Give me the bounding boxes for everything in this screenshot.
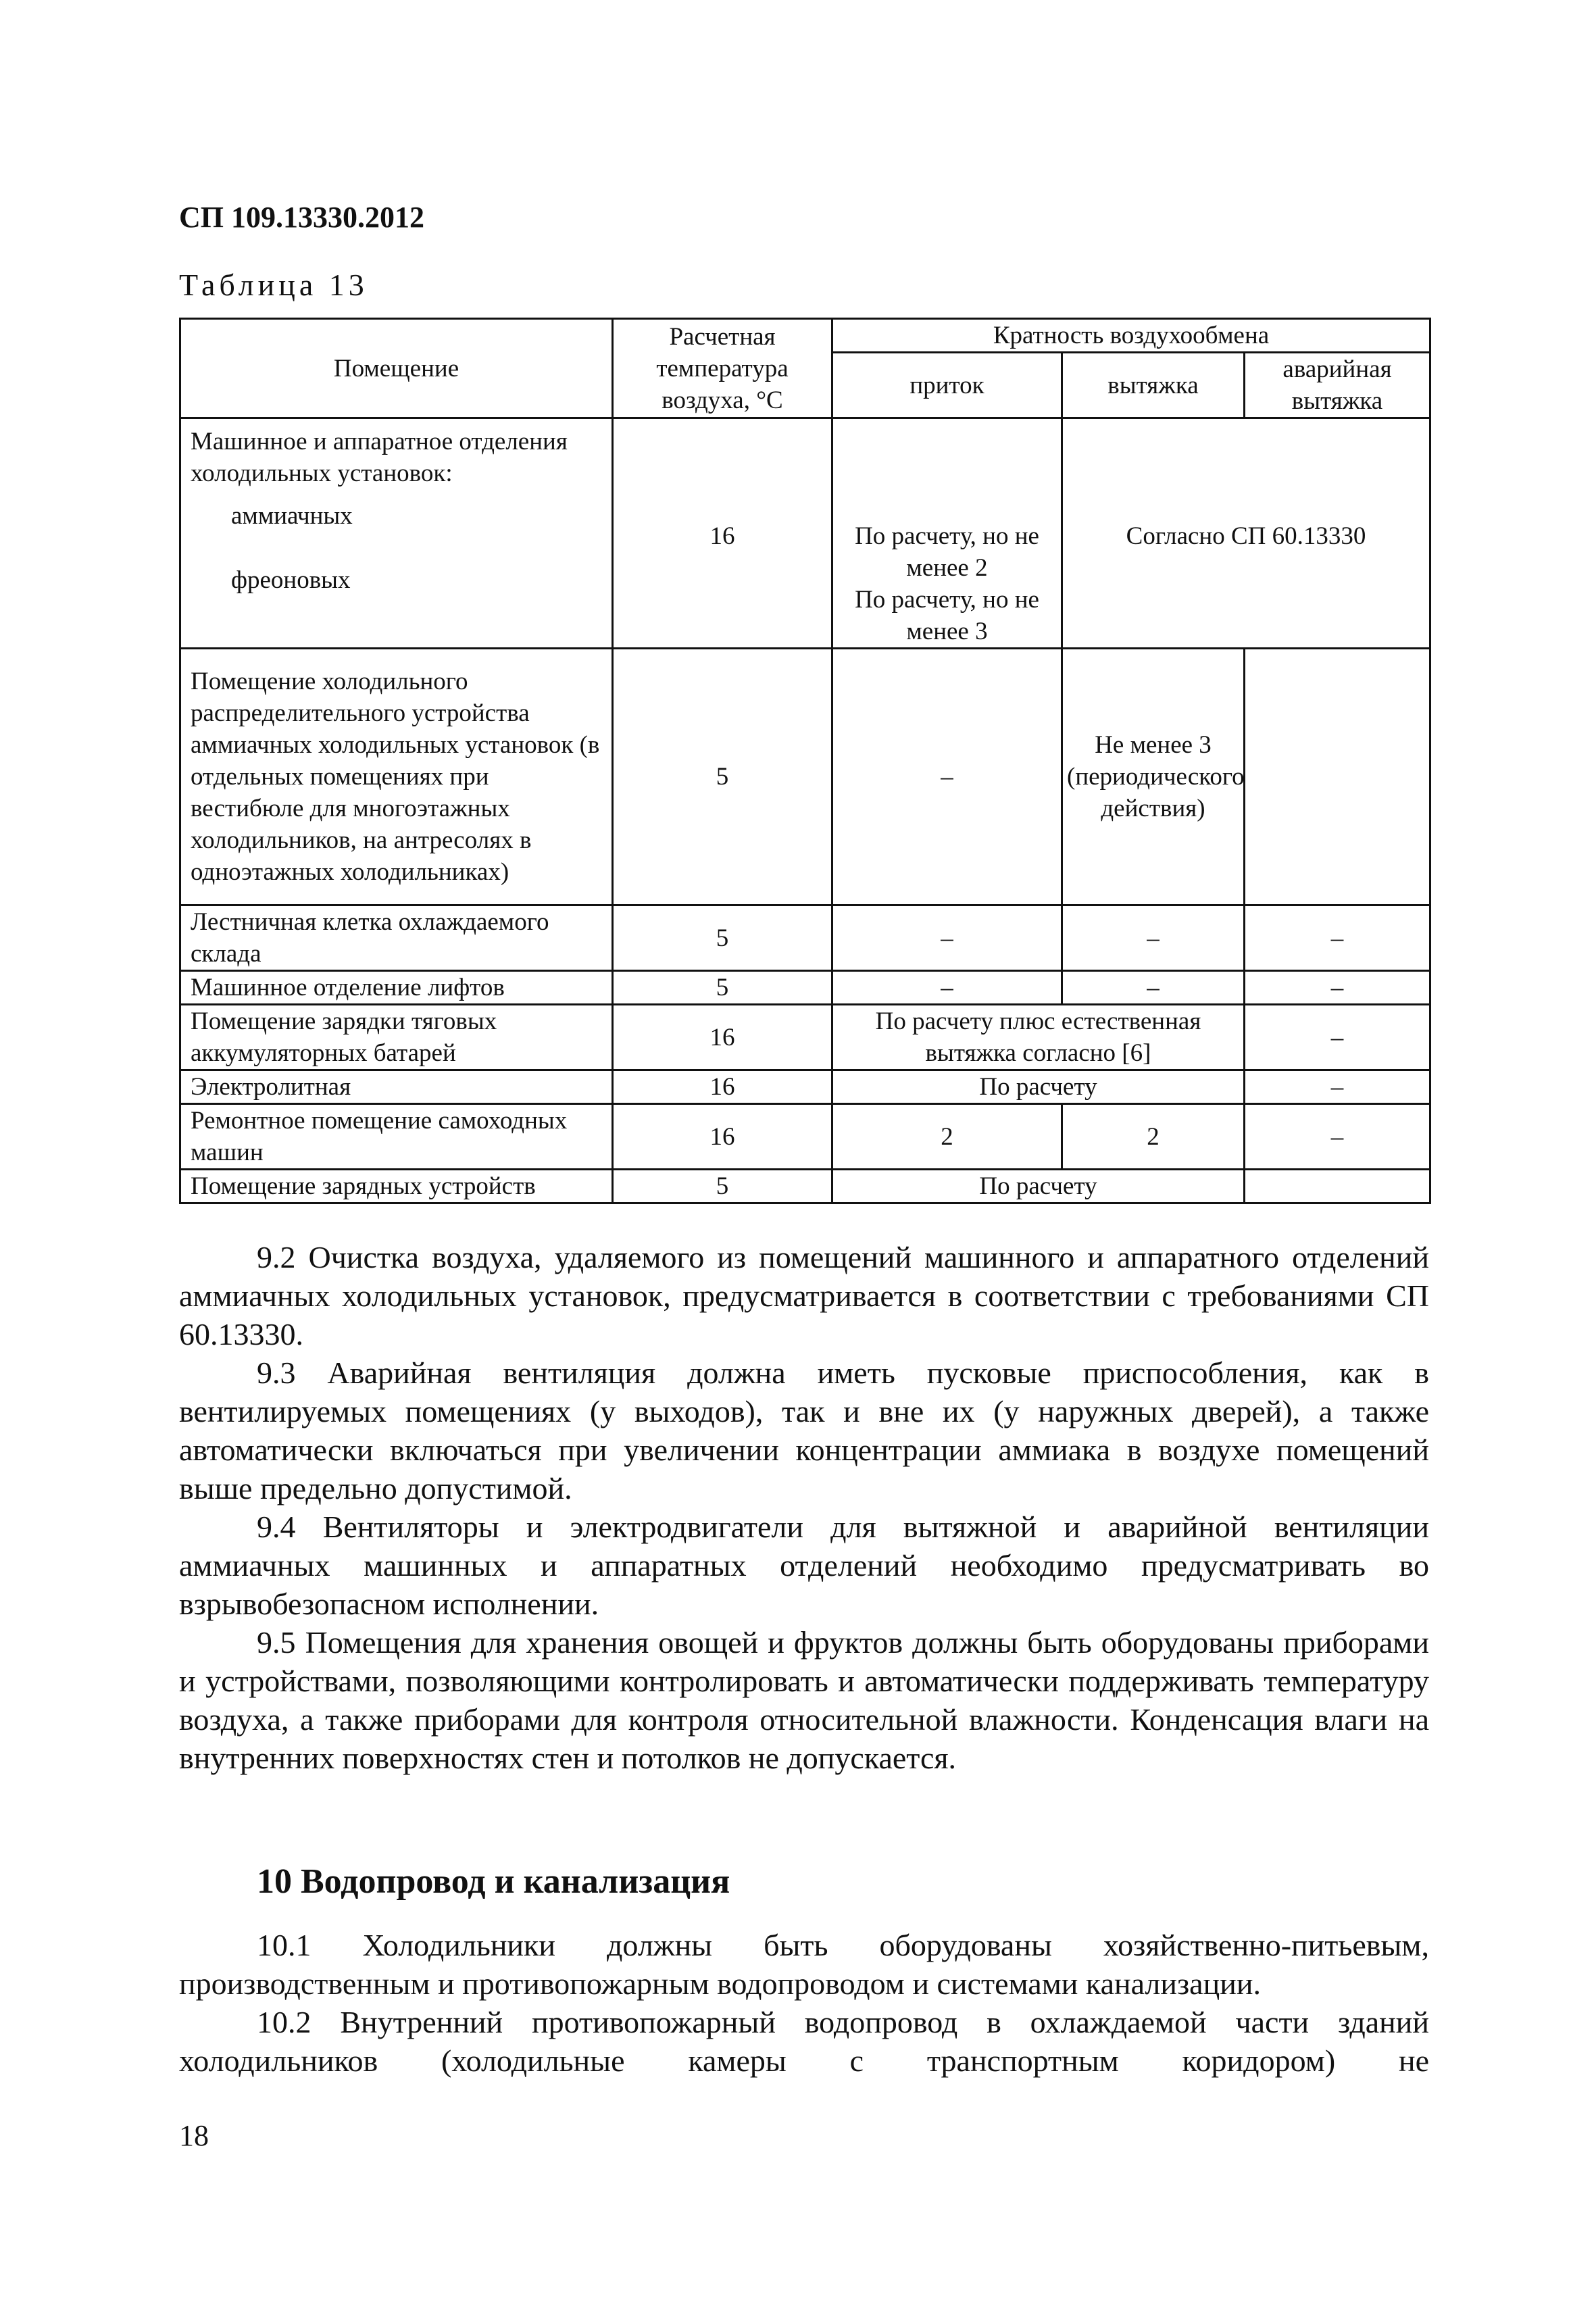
exhaust-cell: 2 — [1062, 1104, 1245, 1170]
emergency-cell: – — [1245, 1070, 1430, 1104]
temp-cell: 5 — [613, 1170, 832, 1203]
room-name: Машинное и аппаратное отделения холодильных установок: — [191, 428, 568, 487]
emergency-cell: – — [1245, 1104, 1430, 1170]
table-row — [180, 418, 613, 649]
exhaust-cell: – — [1062, 971, 1245, 1005]
ventilation-table — [179, 318, 1431, 1204]
emergency-cell: – — [1245, 971, 1430, 1005]
room-name: Помещение зарядки тяговых аккумуляторных батарей — [180, 1005, 613, 1070]
header-air-exchange: Кратность воздухообмена — [832, 319, 1430, 353]
header-exhaust: вытяжка — [1062, 353, 1245, 418]
section-10-title: 10 Водопровод и канализация — [257, 1862, 730, 1901]
room-name: Ремонтное помещение самоходных машин — [180, 1104, 613, 1170]
room-name: Помещение зарядных устройств — [180, 1170, 613, 1203]
supply-value: По расчету, но не менее 3 — [855, 586, 1039, 645]
page-number: 18 — [179, 2119, 209, 2152]
paragraph-9-4: 9.4 Вентиляторы и электродвигатели для вытяжной и аварийной вентиляции аммиачных машинных и аппаратных отделений необходимо предусматривать во взрывобезопасном исполнении. — [179, 1510, 1429, 1621]
exhaust-cell: – — [1062, 905, 1245, 971]
temp-cell: 16 — [613, 1005, 832, 1070]
paragraph-9-3: 9.3 Аварийная вентиляция должна иметь пусковые приспособления, как в вентилируемых помещениях (у выходов), так и вне их (у наружных дверей), а также автоматически включаться при увеличении концентрации аммиака в воздухе помещений выше предельно допустимой. — [179, 1355, 1429, 1505]
table-caption: Таблица 13 — [179, 268, 368, 302]
paragraph-9-5: 9.5 Помещения для хранения овощей и фруктов должны быть оборудованы приборами и устройствами, позволяющими контролировать и автоматически поддерживать температуру воздуха, а также приборами для контроля относительной влажности. Конденсация влаги на внутренних поверхностях стен и потолков не допускается. — [179, 1625, 1429, 1775]
paragraph-10-1: 10.1 Холодильники должны быть оборудованы хозяйственно-питьевым, производственным и противопожарным водопроводом и системами канализации. — [179, 1928, 1429, 2001]
temp-cell: 5 — [613, 971, 832, 1005]
emergency-cell — [1245, 649, 1430, 905]
section-9-text — [179, 1238, 1429, 1777]
temp-cell: 16 — [613, 1070, 832, 1104]
header-temperature: Расчетная температура воздуха, °С — [613, 319, 832, 418]
exhaust-cell: Не менее 3 (периодического действия) — [1062, 649, 1245, 905]
paragraph-10-2: 10.2 Внутренний противопожарный водопровод в охлаждаемой части зданий холодильников (холодильные камеры с транспортным коридором) не — [179, 2005, 1429, 2078]
supply-cell: – — [832, 971, 1062, 1005]
emergency-cell: – — [1245, 1005, 1430, 1070]
exhaust-cell: Согласно СП 60.13330 — [1062, 418, 1430, 649]
emergency-cell: – — [1245, 905, 1430, 971]
supply-exhaust-cell: По расчету — [832, 1170, 1245, 1203]
header-supply: приток — [832, 353, 1062, 418]
header-emergency: аварийная вытяжка — [1245, 353, 1430, 418]
room-subtype: аммиачных — [231, 502, 353, 530]
temp-cell: 5 — [613, 649, 832, 905]
room-name: Машинное отделение лифтов — [180, 971, 613, 1005]
emergency-cell — [1245, 1170, 1430, 1203]
document-id: СП 109.13330.2012 — [179, 201, 424, 234]
room-name: Электролитная — [180, 1070, 613, 1104]
room-name: Лестничная клетка охлаждаемого склада — [180, 905, 613, 971]
paragraph-9-2: 9.2 Очистка воздуха, удаляемого из помещений машинного и аппаратного отделений аммиачных холодильных установок, предусматривается в соответствии с требованиями СП 60.13330. — [179, 1240, 1429, 1351]
header-room: Помещение — [180, 319, 613, 418]
supply-cell: – — [832, 905, 1062, 971]
section-10-text — [179, 1926, 1429, 2080]
supply-value: По расчету, но не менее 2 — [855, 522, 1039, 582]
room-subtype: фреоновых — [231, 566, 351, 594]
temp-cell: 5 — [613, 905, 832, 971]
supply-exhaust-cell: По расчету плюс естественная вытяжка согласно [6] — [832, 1005, 1245, 1070]
supply-exhaust-cell: По расчету — [832, 1070, 1245, 1104]
supply-cell — [832, 418, 1062, 649]
room-name: Помещение холодильного распределительного устройства аммиачных холодильных установок (в отдельных помещениях при вестибюле для многоэтажных холодильников, на антресолях в одноэтажных холодильниках) — [180, 649, 613, 905]
supply-cell: – — [832, 649, 1062, 905]
supply-cell: 2 — [832, 1104, 1062, 1170]
temp-cell: 16 — [613, 418, 832, 649]
temp-cell: 16 — [613, 1104, 832, 1170]
